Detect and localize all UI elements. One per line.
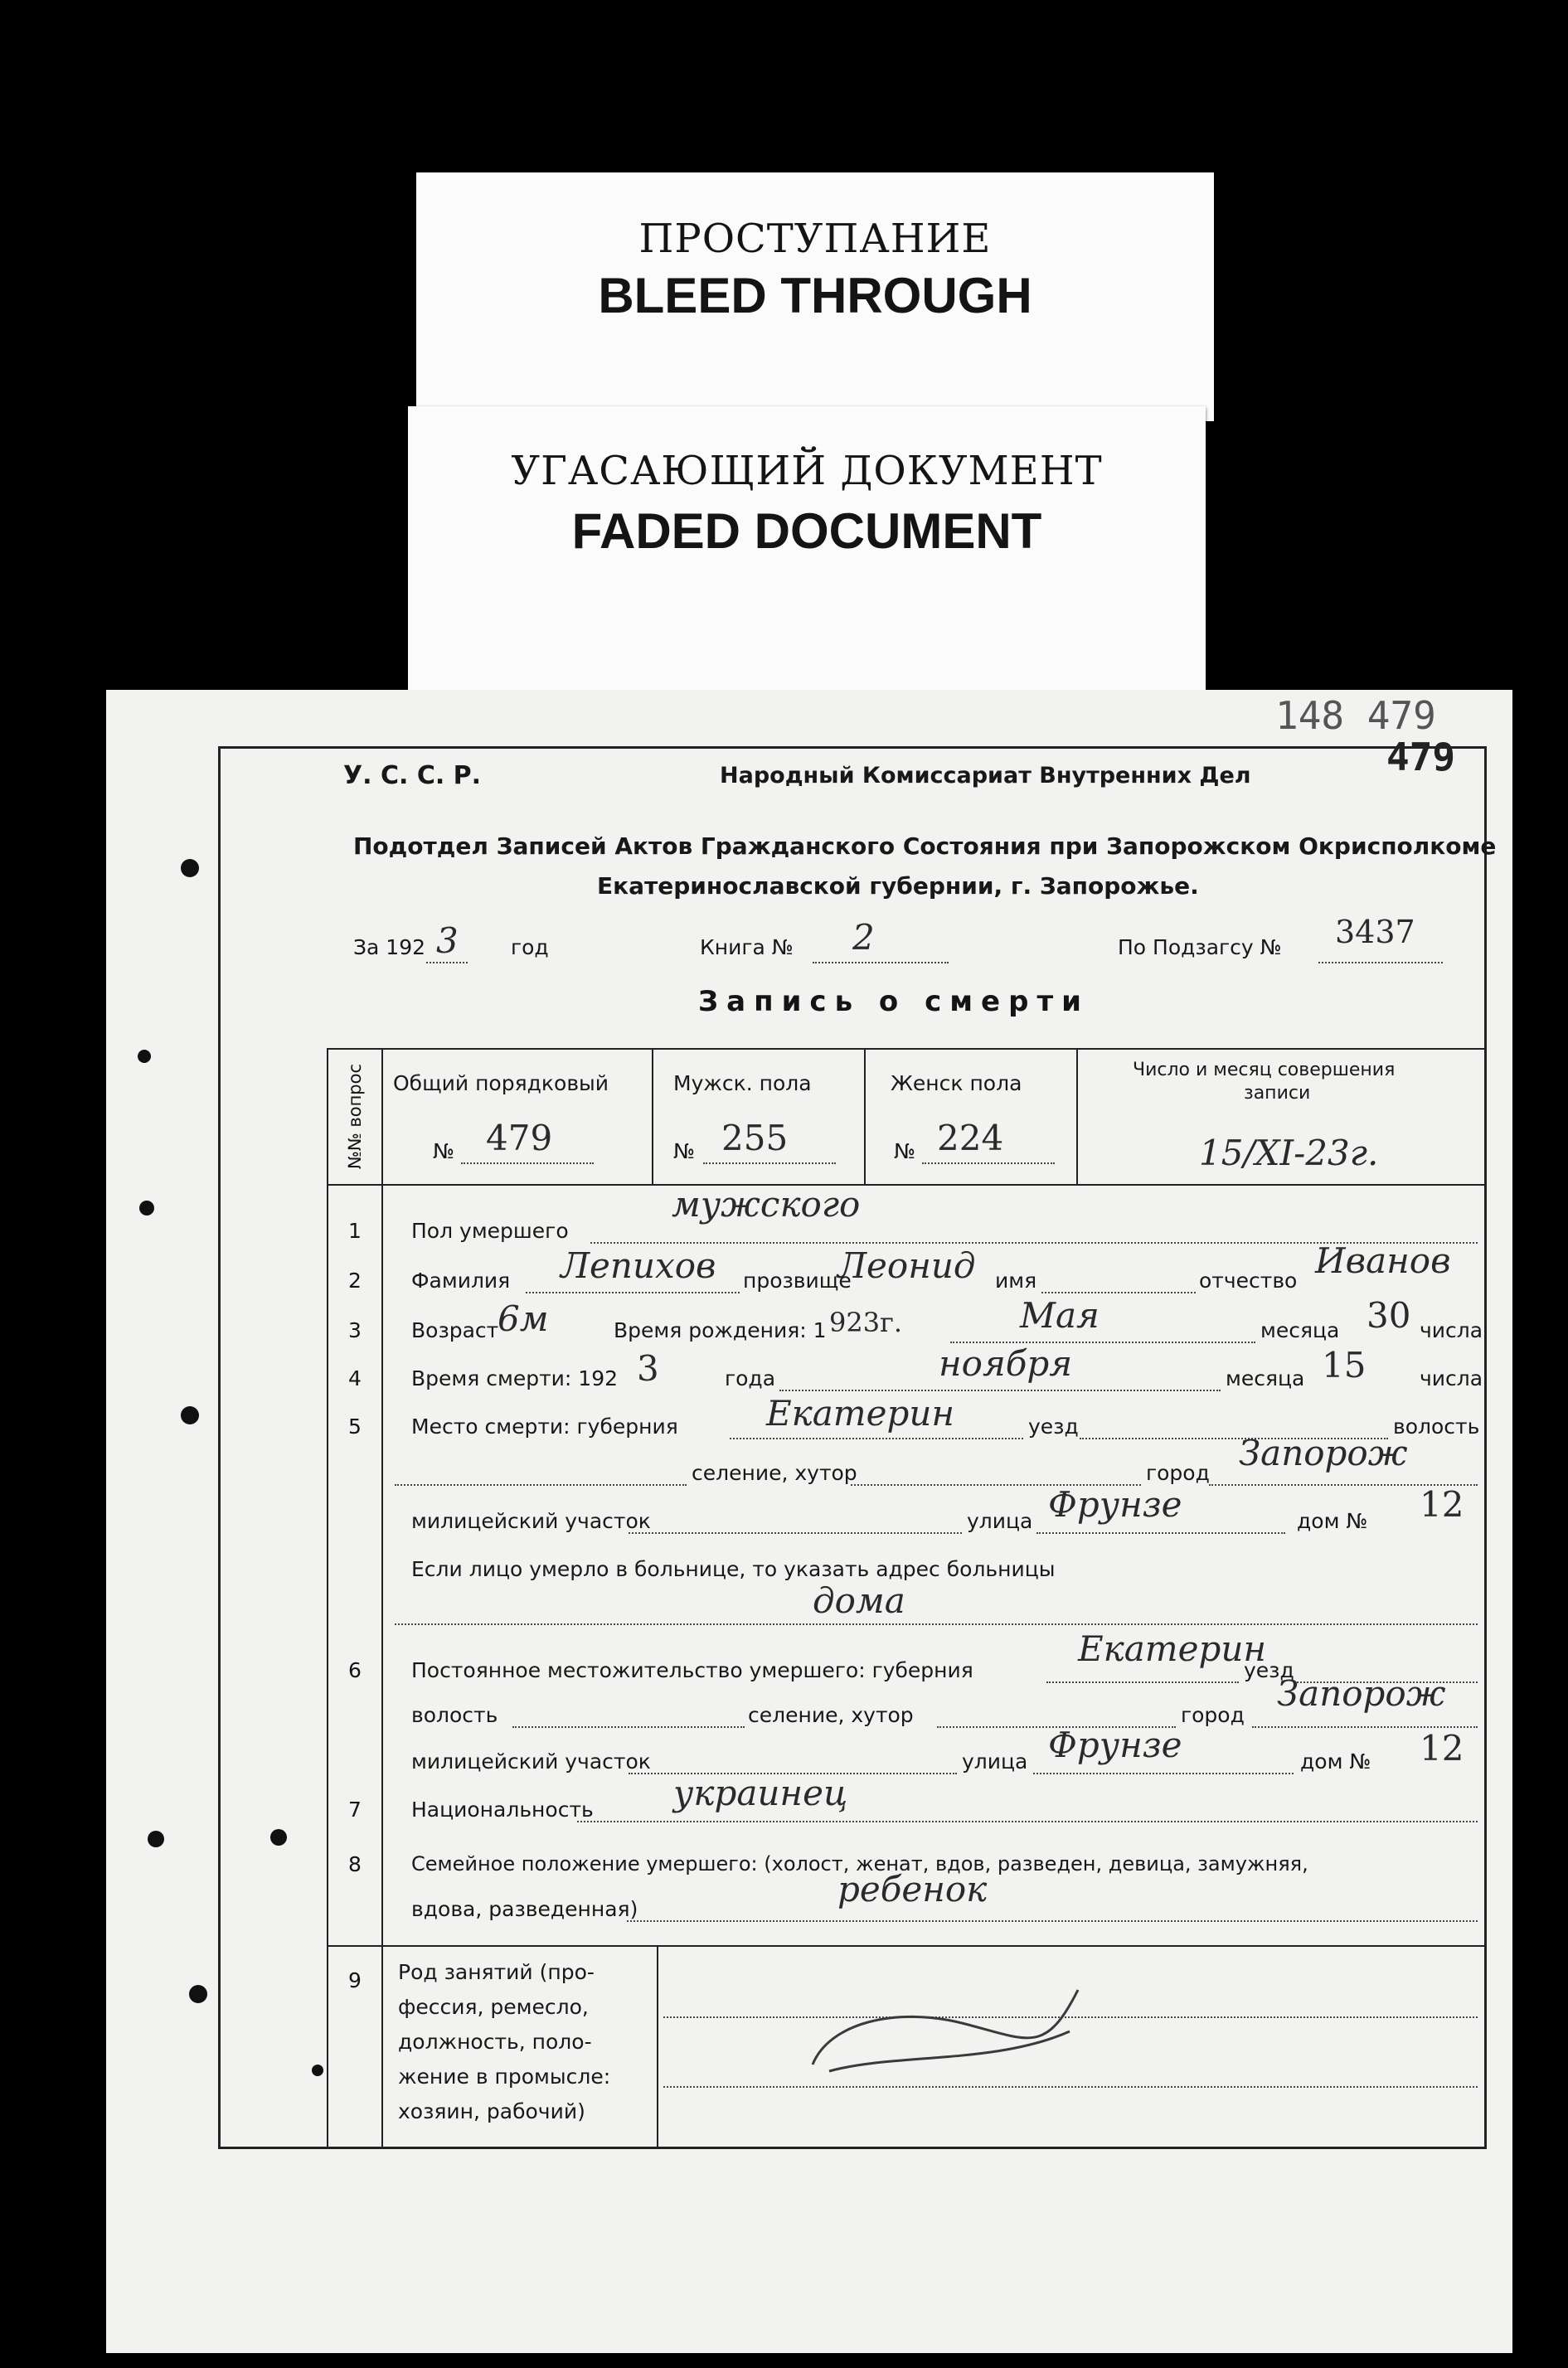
office-line-2: Екатеринославской губернии, г. Запорожье. xyxy=(597,872,1199,900)
archive-number-bottom: 479 xyxy=(1386,735,1456,779)
female-column-label: Женск пола xyxy=(891,1071,1022,1095)
hospital-label: Если лицо умерло в больнице, то указать адрес больницы xyxy=(411,1557,1056,1581)
birth-day-value: 30 xyxy=(1367,1295,1411,1336)
male-column-label: Мужск. пола xyxy=(673,1071,812,1095)
patronymic-label: отчество xyxy=(1199,1269,1298,1293)
grid-line xyxy=(657,1945,658,2149)
punch-hole xyxy=(148,1831,164,1847)
question-number-header: №№ вопрос xyxy=(345,1063,365,1169)
book-label: Книга № xyxy=(700,935,794,959)
birth-month-label: месяца xyxy=(1260,1318,1340,1342)
death-city-label: город xyxy=(1146,1461,1210,1485)
death-year-label: года xyxy=(725,1366,776,1390)
year-line xyxy=(426,962,468,963)
occupation-label-3: должность, поло- xyxy=(398,2030,592,2054)
death-month-line xyxy=(779,1390,1221,1391)
death-street-line xyxy=(1036,1532,1285,1534)
grid-line xyxy=(327,1945,1484,1947)
residence-city-value: Запорож xyxy=(1277,1673,1446,1714)
birth-year-value: 923г. xyxy=(829,1307,903,1338)
residence-street-label: улица xyxy=(962,1749,1028,1774)
death-house-label: дом № xyxy=(1297,1509,1368,1533)
question-number: 3 xyxy=(348,1318,362,1342)
death-province-line xyxy=(730,1438,1023,1439)
question-number: 8 xyxy=(348,1852,362,1876)
female-number-line xyxy=(922,1162,1055,1164)
commissariat-label: Народный Комиссариат Внутренних Дел xyxy=(720,763,1251,789)
question-number: 1 xyxy=(348,1219,362,1243)
year-label: За 192 xyxy=(353,935,426,959)
given-name-value: Леонид xyxy=(837,1245,976,1286)
nationality-line xyxy=(577,1821,1478,1822)
faded-document-ru: УГАСАЮЩИЙ ДОКУМЕНТ xyxy=(511,448,1103,494)
death-day-label: числа xyxy=(1420,1366,1483,1390)
residence-house-value: 12 xyxy=(1420,1728,1464,1769)
year-value: 3 xyxy=(436,920,459,961)
question-number: 9 xyxy=(348,1968,362,1992)
death-time-label: Время смерти: 192 xyxy=(411,1366,618,1390)
nationality-value: украинец xyxy=(673,1773,848,1813)
birth-time-label: Время рождения: 1 xyxy=(614,1318,827,1342)
punch-hole xyxy=(181,1406,199,1424)
sex-value: мужского xyxy=(672,1184,861,1225)
male-number-line xyxy=(703,1162,836,1164)
nationality-label: Национальность xyxy=(411,1798,594,1822)
grid-line xyxy=(381,1048,383,2149)
occupation-label-2: фессия, ремесло, xyxy=(398,1995,589,2019)
occupation-line xyxy=(663,2086,1478,2088)
residence-militia-label: милицейский участок xyxy=(411,1749,651,1774)
grid-line xyxy=(1076,1048,1078,1184)
grid-line xyxy=(652,1048,653,1184)
general-column-label: Общий порядковый xyxy=(393,1071,609,1095)
birth-day-label: числа xyxy=(1420,1318,1483,1342)
register-value: 3437 xyxy=(1335,914,1415,950)
residence-house-label: дом № xyxy=(1300,1749,1371,1774)
death-militia-line xyxy=(629,1532,962,1534)
question-number: 7 xyxy=(348,1798,362,1822)
death-city-value: Запорож xyxy=(1239,1433,1408,1473)
grid-line xyxy=(864,1048,866,1184)
marital-status-label-2: вдова, разведенная) xyxy=(411,1897,638,1921)
question-number: 4 xyxy=(348,1366,362,1390)
residence-province-value: Екатерин xyxy=(1078,1628,1267,1669)
residence-province-line xyxy=(1046,1681,1239,1683)
occupation-label-5: хозяин, рабочий) xyxy=(398,2099,585,2123)
surname-line xyxy=(526,1292,740,1293)
archive-number-top: 148 479 xyxy=(1275,693,1436,738)
death-village-line xyxy=(395,1484,687,1486)
register-line xyxy=(1318,962,1443,963)
register-label: По Подзагсу № xyxy=(1118,935,1282,959)
faded-document-en: FADED DOCUMENT xyxy=(571,503,1042,559)
question-number: 6 xyxy=(348,1658,362,1682)
bleed-through-en: BLEED THROUGH xyxy=(598,268,1032,323)
date-column-label-1: Число и месяц совершения xyxy=(1133,1060,1396,1080)
female-number-prefix: № xyxy=(894,1139,916,1163)
residence-volost-label: волость xyxy=(411,1703,498,1727)
patronymic-value: Иванов xyxy=(1315,1240,1451,1281)
faded-document-card xyxy=(408,406,1206,692)
residence-village-label: селение, хутор xyxy=(748,1703,914,1727)
death-volost-label: волость xyxy=(1393,1414,1480,1439)
punch-hole xyxy=(138,1050,151,1063)
punch-hole xyxy=(139,1201,154,1216)
residence-volost-line xyxy=(512,1726,745,1728)
sex-label: Пол умершего xyxy=(411,1219,569,1243)
occupation-label-1: Род занятий (про- xyxy=(398,1960,595,1984)
given-name-label: имя xyxy=(995,1269,1037,1293)
female-number-value: 224 xyxy=(937,1118,1004,1158)
year-suffix: год xyxy=(511,935,549,959)
marital-status-label-1: Семейное положение умершего: (холост, женат, вдов, разведен, девица, замужняя, xyxy=(411,1852,1308,1875)
question-number: 5 xyxy=(348,1414,362,1439)
question-number: 2 xyxy=(348,1269,362,1293)
death-month-value: ноября xyxy=(939,1343,1073,1384)
birth-month-value: Мая xyxy=(1020,1295,1100,1336)
death-militia-label: милицейский участок xyxy=(411,1509,651,1533)
residence-street-line xyxy=(1033,1773,1294,1774)
death-street-label: улица xyxy=(967,1509,1033,1533)
general-number-value: 479 xyxy=(486,1118,553,1158)
grid-line xyxy=(327,1048,328,2149)
bleed-through-ru: ПРОСТУПАНИЕ xyxy=(638,216,992,262)
grid-line xyxy=(327,1184,1484,1186)
death-province-value: Екатерин xyxy=(766,1393,955,1434)
death-street-value: Фрунзе xyxy=(1048,1484,1182,1525)
republic-label: У. С. С. Р. xyxy=(343,761,482,790)
office-line-1: Подотдел Записей Актов Гражданского Состояния при Запорожском Окрисполкоме xyxy=(353,832,1497,860)
residence-street-value: Фрунзе xyxy=(1048,1725,1182,1765)
death-uezd-label: уезд xyxy=(1028,1414,1079,1439)
given-name-line xyxy=(1041,1292,1196,1293)
book-value: 2 xyxy=(852,917,875,958)
death-village-label: селение, хутор xyxy=(692,1461,857,1485)
male-number-prefix: № xyxy=(673,1139,696,1163)
punch-hole xyxy=(189,1985,207,2003)
nickname-label: прозвище xyxy=(743,1269,852,1293)
death-place-label: Место смерти: губерния xyxy=(411,1414,678,1439)
occupation-label-4: жение в промысле: xyxy=(398,2065,611,2089)
marital-status-value: ребенок xyxy=(837,1869,988,1909)
residence-label: Постоянное местожительство умершего: губерния xyxy=(411,1658,973,1682)
surname-value: Лепихов xyxy=(561,1245,716,1286)
age-label: Возраст xyxy=(411,1318,499,1342)
book-line xyxy=(813,962,949,963)
date-value: 15/ХI-23г. xyxy=(1199,1133,1379,1173)
age-value: 6м xyxy=(498,1298,549,1339)
grid-line xyxy=(327,1048,1484,1050)
record-title: Запись о смерти xyxy=(698,985,1090,1018)
death-month-label: месяца xyxy=(1226,1366,1305,1390)
bleed-through-card xyxy=(416,172,1214,421)
male-number-value: 255 xyxy=(721,1118,789,1158)
death-house-value: 12 xyxy=(1420,1484,1464,1525)
residence-uezd-label: уезд xyxy=(1244,1658,1294,1682)
hospital-line xyxy=(395,1623,1478,1625)
date-column-label-2: записи xyxy=(1244,1083,1311,1104)
death-day-value: 15 xyxy=(1322,1345,1367,1385)
residence-city-label: город xyxy=(1181,1703,1245,1727)
general-number-prefix: № xyxy=(433,1139,455,1163)
general-number-line xyxy=(461,1162,594,1164)
marital-status-line xyxy=(627,1920,1478,1922)
punch-hole xyxy=(181,859,199,877)
occupation-dash-mark xyxy=(796,1973,1095,2081)
surname-label: Фамилия xyxy=(411,1269,511,1293)
death-year-value: 3 xyxy=(637,1348,659,1389)
hospital-value: дома xyxy=(813,1580,905,1621)
